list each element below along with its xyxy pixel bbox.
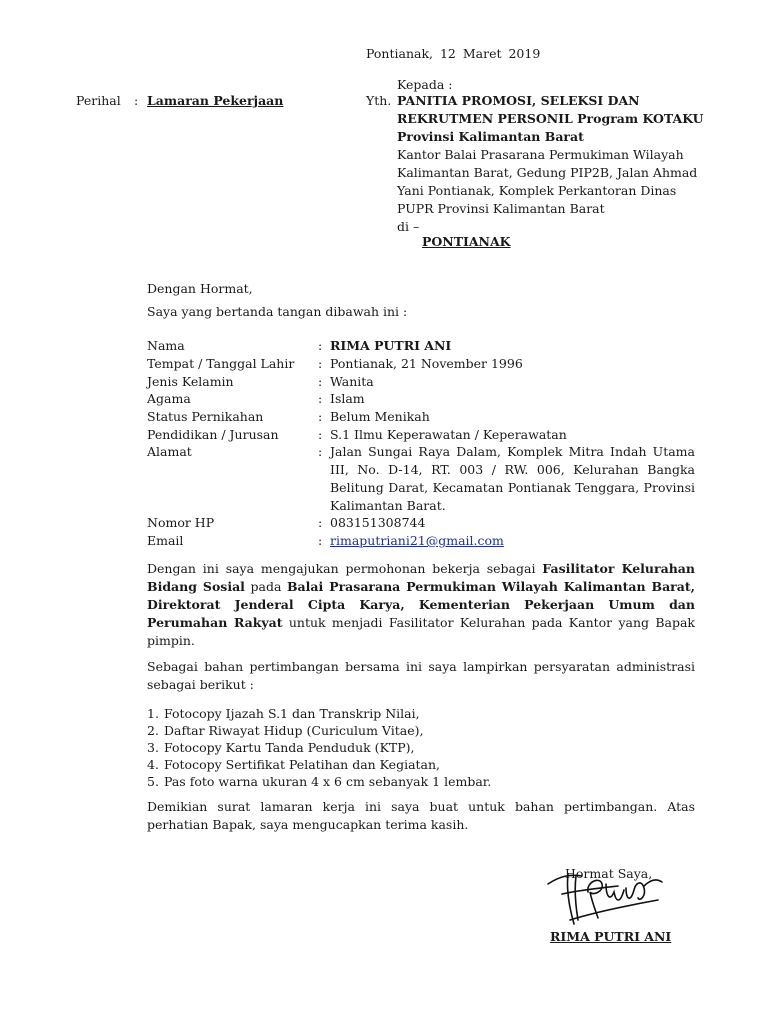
list-text: Daftar Riwayat Hidup (Curiculum Vitae), <box>164 723 424 738</box>
place-date: Pontianak, 12 Maret 2019 <box>366 46 541 61</box>
recipient-kepada: Kepada : <box>397 77 453 92</box>
body-text: Dengan ini saya mengajukan permohonan bekerja sebagai <box>147 561 543 576</box>
field-colon: : <box>318 391 323 406</box>
body-text: pada <box>244 579 287 594</box>
list-item <box>147 756 491 773</box>
field-label-email: Email <box>147 533 184 548</box>
closing-paragraph: Demikian surat lamaran kerja ini saya buat untuk bahan pertimbangan. Atas perhatian Bapak, saya mengucapkan terima kasih. <box>147 799 695 832</box>
recipient-yth: Yth. <box>366 93 392 108</box>
list-item <box>147 705 491 722</box>
email-link[interactable]: rimaputriani21@gmail.com <box>330 533 504 548</box>
recipient-line: Yani Pontianak, Komplek Perkantoran Dinas <box>397 183 677 198</box>
field-label-religion: Agama <box>147 391 191 406</box>
subject-value: Lamaran Pekerjaan <box>147 93 284 108</box>
field-label-gender: Jenis Kelamin <box>147 374 234 389</box>
recipient-line: Kalimantan Barat, Gedung PIP2B, Jalan Ahmad <box>397 165 698 180</box>
recipient-line: REKRUTMEN PERSONIL Program KOTAKU <box>397 111 704 126</box>
field-value-nama: RIMA PUTRI ANI <box>330 338 452 353</box>
list-number: 4. <box>147 757 159 772</box>
field-colon: : <box>318 356 323 371</box>
list-text: Fotocopy Kartu Tanda Penduduk (KTP), <box>164 740 415 755</box>
list-number: 2. <box>147 723 159 738</box>
recipient-line: Kantor Balai Prasarana Permukiman Wilayah <box>397 147 684 162</box>
field-value-address: Jalan Sungai Raya Dalam, Komplek Mitra Indah Utama III, No. D-14, RT. 003 / RW. 006, Kelurahan Bangka Belitung Darat, Kecamatan Pontianak Tenggara, Provinsi Kalimantan Barat. <box>330 444 695 513</box>
list-number: 5. <box>147 774 159 789</box>
recipient-line: di – <box>397 219 420 234</box>
field-colon: : <box>318 427 323 442</box>
list-number: 3. <box>147 740 159 755</box>
field-colon: : <box>318 533 323 548</box>
closing-salutation: Hormat Saya, <box>565 866 653 881</box>
attachments-intro: Sebagai bahan pertimbangan bersama ini saya lampirkan persyaratan administrasi sebagai berikut : <box>147 659 695 692</box>
recipient-line: Provinsi Kalimantan Barat <box>397 129 584 144</box>
subject-colon: : <box>134 93 139 108</box>
signature-icon <box>540 862 670 932</box>
list-text: Fotocopy Ijazah S.1 dan Transkrip Nilai, <box>164 706 420 721</box>
list-text: Pas foto warna ukuran 4 x 6 cm sebanyak 1 lembar. <box>164 774 492 789</box>
field-value-education: S.1 Ilmu Keperawatan / Keperawatan <box>330 427 567 442</box>
field-label-ttl: Tempat / Tanggal Lahir <box>147 356 295 371</box>
field-label-nama: Nama <box>147 338 185 353</box>
field-colon: : <box>318 515 323 530</box>
field-value-religion: Islam <box>330 391 365 406</box>
field-label-education: Pendidikan / Jurusan <box>147 427 279 442</box>
attachments-list <box>147 705 491 790</box>
body-text: untuk menjadi Fasilitator Kelurahan pada Kantor yang Bapak pimpin. <box>147 615 696 648</box>
field-label-address: Alamat <box>147 444 192 459</box>
recipient-line: PUPR Provinsi Kalimantan Barat <box>397 201 605 216</box>
recipient-line: PANITIA PROMOSI, SELEKSI DAN <box>397 93 640 108</box>
intro-text: Saya yang bertanda tangan dibawah ini : <box>147 304 408 319</box>
field-value-marital: Belum Menikah <box>330 409 430 424</box>
field-value-email-wrap <box>330 532 695 550</box>
recipient-address <box>397 92 707 236</box>
list-item <box>147 739 491 756</box>
field-label-marital: Status Pernikahan <box>147 409 264 424</box>
signer-name: RIMA PUTRI ANI <box>550 929 672 944</box>
list-text: Fotocopy Sertifikat Pelatihan dan Kegiatan, <box>164 757 441 772</box>
body-text-bold: Fasilitator Kelurahan Bidang Sosial <box>147 561 695 594</box>
field-value-phone: 083151308744 <box>330 515 426 530</box>
field-colon: : <box>318 338 323 353</box>
field-colon: : <box>318 409 323 424</box>
greeting: Dengan Hormat, <box>147 281 253 296</box>
body-text-bold: Balai Prasarana Permukiman Wilayah Kalimantan Barat, Direktorat Jenderal Cipta Karya, Kementerian Pekerjaan Umum dan Perumahan Rakyat <box>147 579 695 630</box>
field-colon: : <box>318 444 323 459</box>
list-item <box>147 722 491 739</box>
field-value-ttl: Pontianak, 21 November 1996 <box>330 356 523 371</box>
list-number: 1. <box>147 706 159 721</box>
field-label-phone: Nomor HP <box>147 515 215 530</box>
field-value-gender: Wanita <box>330 374 374 389</box>
body-paragraph <box>147 560 695 650</box>
recipient-city: PONTIANAK <box>422 234 511 249</box>
list-item <box>147 773 491 790</box>
field-colon: : <box>318 374 323 389</box>
subject-label: Perihal <box>76 93 121 108</box>
